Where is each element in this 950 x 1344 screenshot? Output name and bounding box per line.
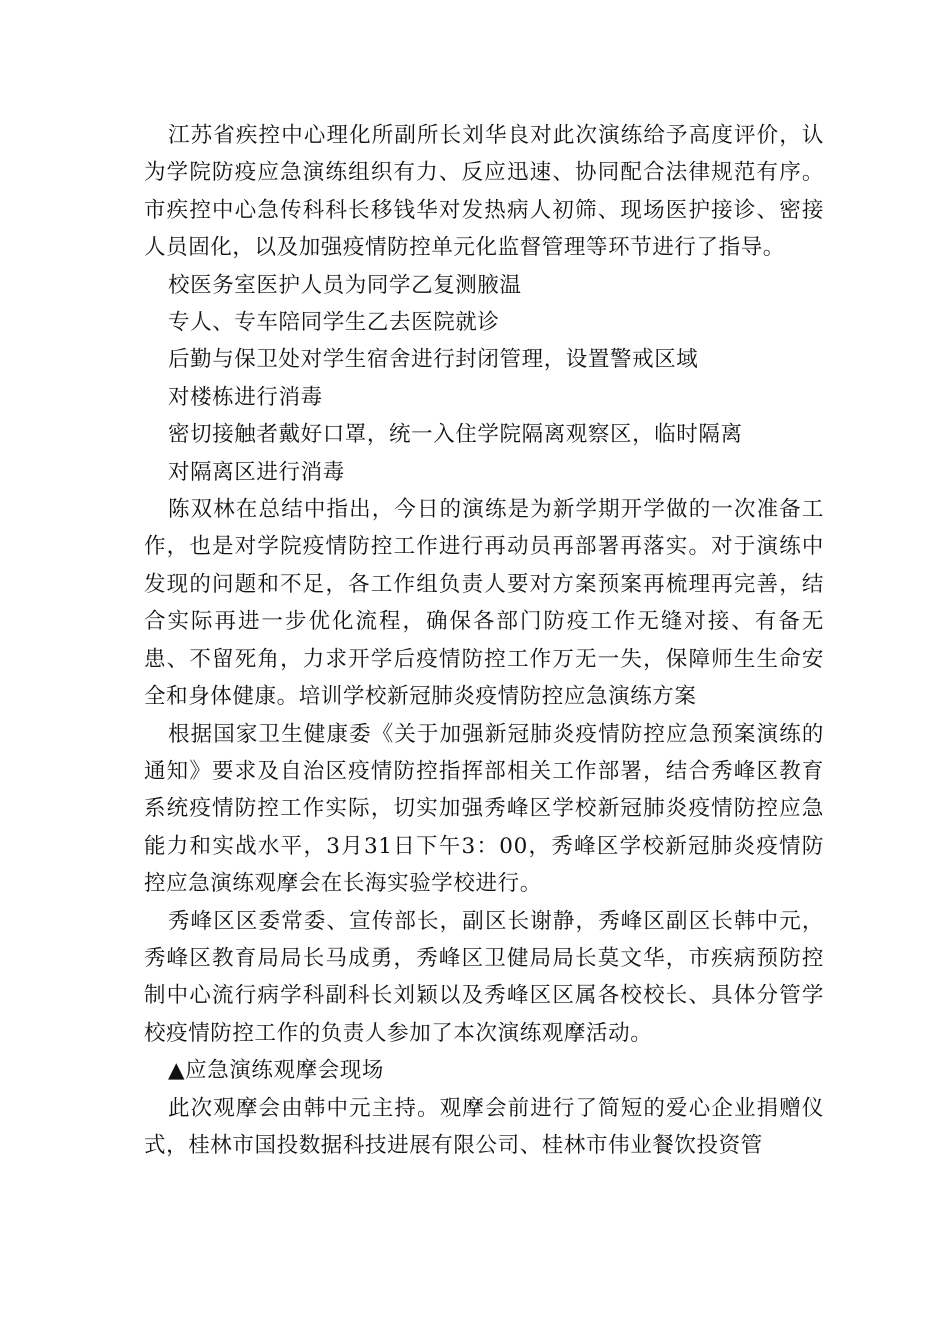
paragraph-attendees: 秀峰区区委常委、宣传部长，副区长谢静，秀峰区副区长韩中元，秀峰区教育局局长马成勇，秀峰区卫健局局长莫文华，市疾病预防控制中心流行病学科副科长刘颖以及秀峰区区属各校校长、具体分管学校疫情防控工作的负责人参加了本次演练观摩活动。 [144,908,824,1046]
paragraph-photo-caption: ▲应急演练观摩会现场 [168,1058,385,1084]
paragraph-host-donation: 此次观摩会由韩中元主持。观摩会前进行了简短的爱心企业捐赠仪式，桂林市国投数据科技进展有限公司、桂林市伟业餐饮投资管 [144,1095,824,1158]
document-body [144,117,824,1164]
paragraph-retest-temperature: 校医务室医护人员为同学乙复测腋温 [168,272,522,298]
paragraph-building-disinfection: 对楼栋进行消毒 [168,384,323,410]
paragraph-summary: 陈双林在总结中指出，今日的演练是为新学期开学做的一次准备工作，也是对学院疫情防控工作进行再动员再部署再落实。对于演练中发现的问题和不足，各工作组负责人要对方案预案再梳理再完善，结合实际再进一步优化流程，确保各部门防疫工作无缝对接、有备无患、不留死角，力求开学后疫情防控工作万无一失，保障师生生命安全和身体健康。培训学校新冠肺炎疫情防控应急演练方案 [144,497,824,710]
paragraph-dorm-lockdown: 后勤与保卫处对学生宿舍进行封闭管理，设置警戒区域 [168,347,699,373]
paragraph-isolation-disinfection: 对隔离区进行消毒 [168,459,345,485]
paragraph-hospital-escort: 专人、专车陪同学生乙去医院就诊 [168,310,500,336]
paragraph-expert-evaluation: 江苏省疾控中心理化所副所长刘华良对此次演练给予高度评价，认为学院防疫应急演练组织有力、反应迅速、协同配合法律规范有序。市疾控中心急传科科长移钱华对发热病人初筛、现场医护接诊、密接人员固化，以及加强疫情防控单元化监督管理等环节进行了指导。 [144,123,824,261]
paragraph-drill-background: 根据国家卫生健康委《关于加强新冠肺炎疫情防控应急预案演练的通知》要求及自治区疫情防控指挥部相关工作部署，结合秀峰区教育系统疫情防控工作实际，切实加强秀峰区学校新冠肺炎疫情防控应急能力和实战水平，3月31日下午3：00，秀峰区学校新冠肺炎疫情防控应急演练观摩会在长海实验学校进行。 [144,721,824,897]
paragraph-close-contacts: 密切接触者戴好口罩，统一入住学院隔离观察区，临时隔离 [168,422,743,448]
